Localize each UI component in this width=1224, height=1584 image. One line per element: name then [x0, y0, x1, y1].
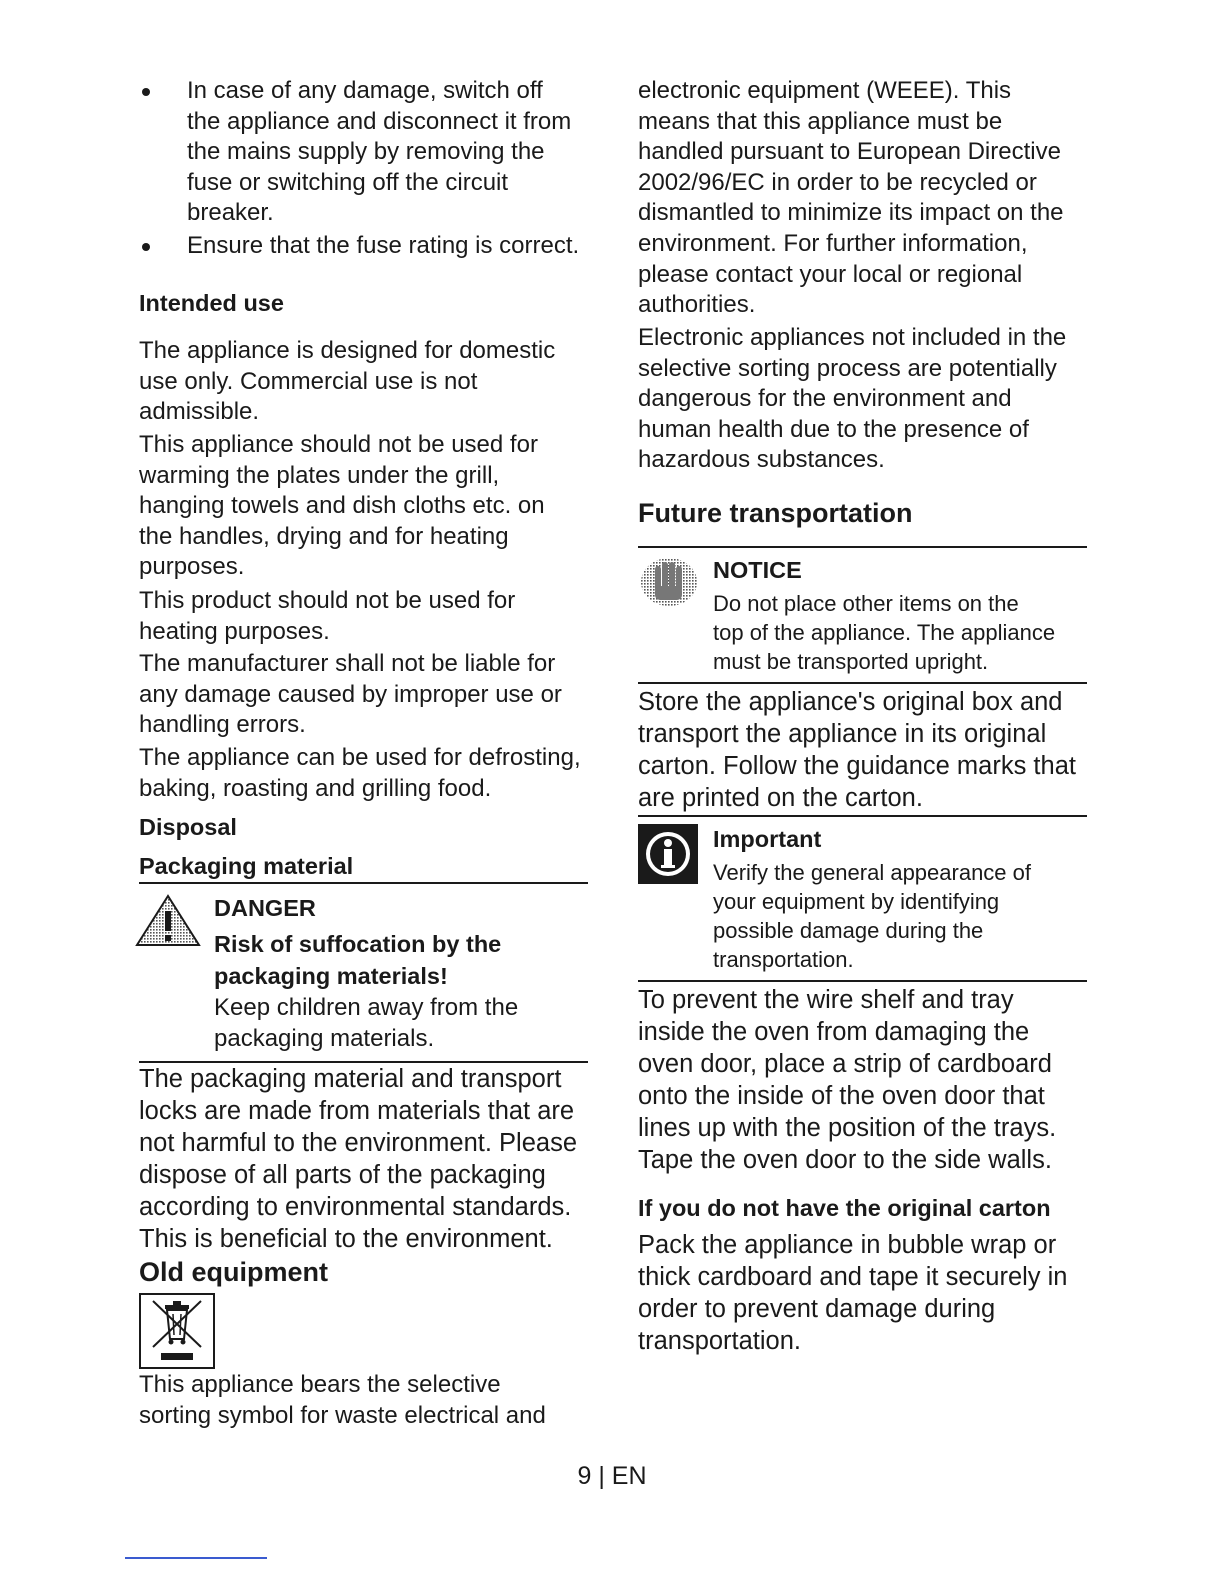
intended-use-para1: The appliance is designed for domestic use only. Commercial use is not admissible.: [139, 337, 556, 426]
danger-body: Keep children away from the packaging materials.: [214, 994, 519, 1052]
intended-use-para5: The appliance can be used for defrosting, baking, roasting and grilling food.: [139, 744, 581, 802]
weee-text-2: Electronic appliances not included in the selective sorting process are potentially dangerous for the environment and human health due to the presence of hazardous substances.: [638, 324, 1067, 474]
packaging-text: The packaging material and transport locks are made from materials that are not harmful to the environment. Please dispose of all parts of the packaging according to environmental standards. This is beneficial to the environment.: [139, 1065, 577, 1253]
no-carton-text: Pack the appliance in bubble wrap or thick cardboard and tape it securely in order to prevent damage during transportation.: [638, 1231, 1068, 1355]
future-transport-heading: Future transportation: [638, 498, 913, 528]
intended-use-para2: This appliance should not be used for warming the plates under the grill, hanging towels and dish cloths etc. on the handles, drying and for heating purposes.: [139, 431, 545, 581]
store-text: Store the appliance's original box and transport the appliance in its original carton. Follow the guidance marks that are printed on the carton.: [638, 688, 1076, 812]
crossed-bin-icon: [139, 1293, 215, 1369]
old-equipment-heading: Old equipment: [139, 1257, 328, 1287]
bullet-marker: [142, 88, 150, 96]
no-carton-heading: If you do not have the original carton: [638, 1195, 1051, 1221]
intended-use-heading: Intended use: [139, 290, 284, 316]
bullet-marker: [142, 243, 150, 251]
bullet-item-fuse: Ensure that the fuse rating is correct.: [187, 232, 580, 259]
bottom-blue-line: [125, 1557, 267, 1559]
important-title: Important: [713, 826, 822, 852]
intended-use-para3: This product should not be used for heating purposes.: [139, 587, 516, 645]
danger-subtitle: Risk of suffocation by the packaging materials!: [214, 931, 502, 989]
notice-hand-icon: [638, 556, 700, 608]
prevent-text: To prevent the wire shelf and tray inside the oven from damaging the oven door, place a strip of cardboard onto the inside of the oven door that lines up with the position of the trays. Tape the oven door to the side walls.: [638, 986, 1057, 1174]
rule-important-top: [638, 815, 1087, 817]
rule-notice-bottom: [638, 682, 1087, 684]
info-icon: [638, 824, 698, 884]
weee-text: electronic equipment (WEEE). This means that this appliance must be handled pursuant to European Directive 2002/96/EC in order to be recycled or dismantled to minimize its impact on the environment. For further information, please contact your local or regional authorities.: [638, 77, 1064, 319]
bullet-item-damage: In case of any damage, switch off the appliance and disconnect it from the mains supply by removing the fuse or switching off the circuit breaker.: [187, 77, 572, 227]
important-body: Verify the general appearance of your equipment by identifying possible damage during the transportation.: [713, 860, 1032, 972]
warning-triangle-icon: [135, 893, 201, 948]
disposal-heading: Disposal: [139, 814, 237, 840]
old-equipment-text: This appliance bears the selective sorting symbol for waste electrical and: [139, 1371, 546, 1429]
notice-body: Do not place other items on the top of the appliance. The appliance must be transported upright.: [713, 591, 1056, 674]
notice-title: NOTICE: [713, 557, 802, 583]
page-number: 9 | EN: [577, 1462, 647, 1490]
rule-notice-top: [638, 546, 1087, 548]
rule-important-bottom: [638, 980, 1087, 982]
intended-use-para4: The manufacturer shall not be liable for any damage caused by improper use or handling errors.: [139, 650, 562, 739]
rule-top: [139, 882, 588, 884]
danger-title: DANGER: [214, 895, 316, 921]
packaging-heading: Packaging material: [139, 853, 354, 879]
